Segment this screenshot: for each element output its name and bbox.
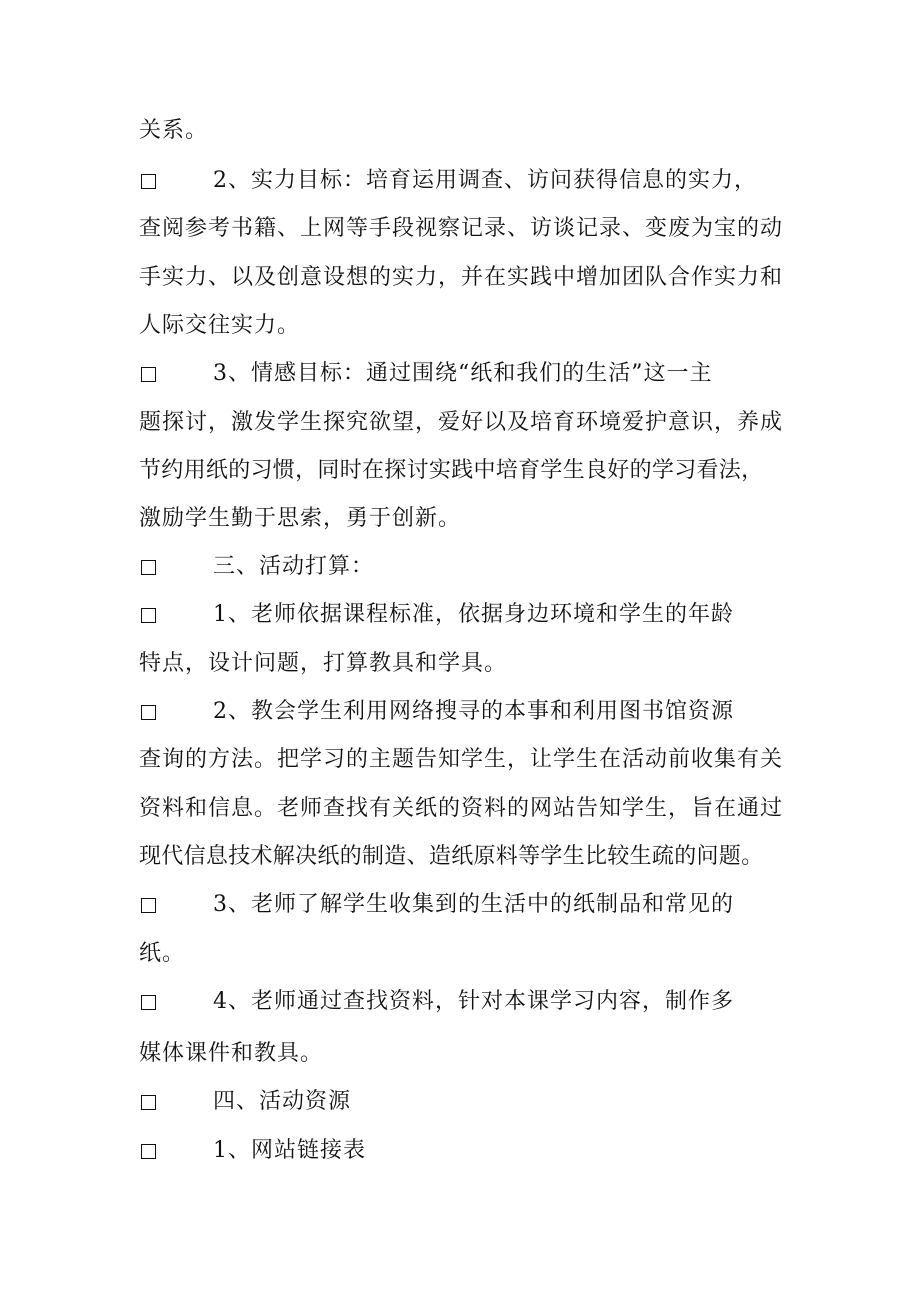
text-line: 手实力、以及创意设想的实力，并在实践中增加团队合作实力和 [139,265,784,290]
text-line: 纸。 [139,941,186,966]
item-heading: 3、老师了解学生收集到的生活中的纸制品和常见的 [213,892,734,917]
text-line: 激励学生勤于思索，勇于创新。 [139,506,462,531]
text-line: 特点，设计问题，打算教具和学具。 [139,651,508,676]
text-line: 节约用纸的习惯，同时在探讨实践中培育学生良好的学习看法， [139,458,764,483]
item-heading: 2、教会学生利用网络搜寻的本事和利用图书馆资源 [213,699,734,724]
checkbox-icon [141,174,156,189]
checkbox-icon [141,995,156,1010]
text-line: 查阅参考书籍、上网等手段视察记录、访谈记录、变废为宝的动 [139,216,784,241]
checkbox-icon [141,898,156,913]
checkbox-icon [141,705,156,720]
checkbox-icon [141,367,156,382]
item-heading: 4、老师通过查找资料，针对本课学习内容，制作多 [213,989,734,1014]
text-line: 人际交往实力。 [139,313,301,338]
checkbox-icon [141,608,156,623]
text-line: 关系。 [139,118,209,143]
item-heading: 3、情感目标：通过围绕“纸和我们的生活”这一主 [213,361,713,386]
text-line: 媒体课件和教具。 [139,1041,324,1066]
text-line: 现代信息技术解决纸的制造、造纸原料等学生比较生疏的问题。 [139,844,764,869]
section-heading: 三、活动打算： [213,554,375,579]
text-line: 资料和信息。老师查找有关纸的资料的网站告知学生，旨在通过 [139,796,784,821]
text-line: 查询的方法。把学习的主题告知学生，让学生在活动前收集有关 [139,747,784,772]
item-heading: 2、实力目标：培育运用调查、访问获得信息的实力， [213,168,757,193]
checkbox-icon [141,1095,156,1110]
item-heading: 1、老师依据课程标准，依据身边环境和学生的年龄 [213,602,734,627]
section-heading: 四、活动资源 [213,1089,352,1114]
item-heading: 1、网站链接表 [213,1138,366,1163]
text-line: 题探讨，激发学生探究欲望，爱好以及培育环境爱护意识，养成 [139,410,784,435]
checkbox-icon [141,1144,156,1159]
checkbox-icon [141,560,156,575]
